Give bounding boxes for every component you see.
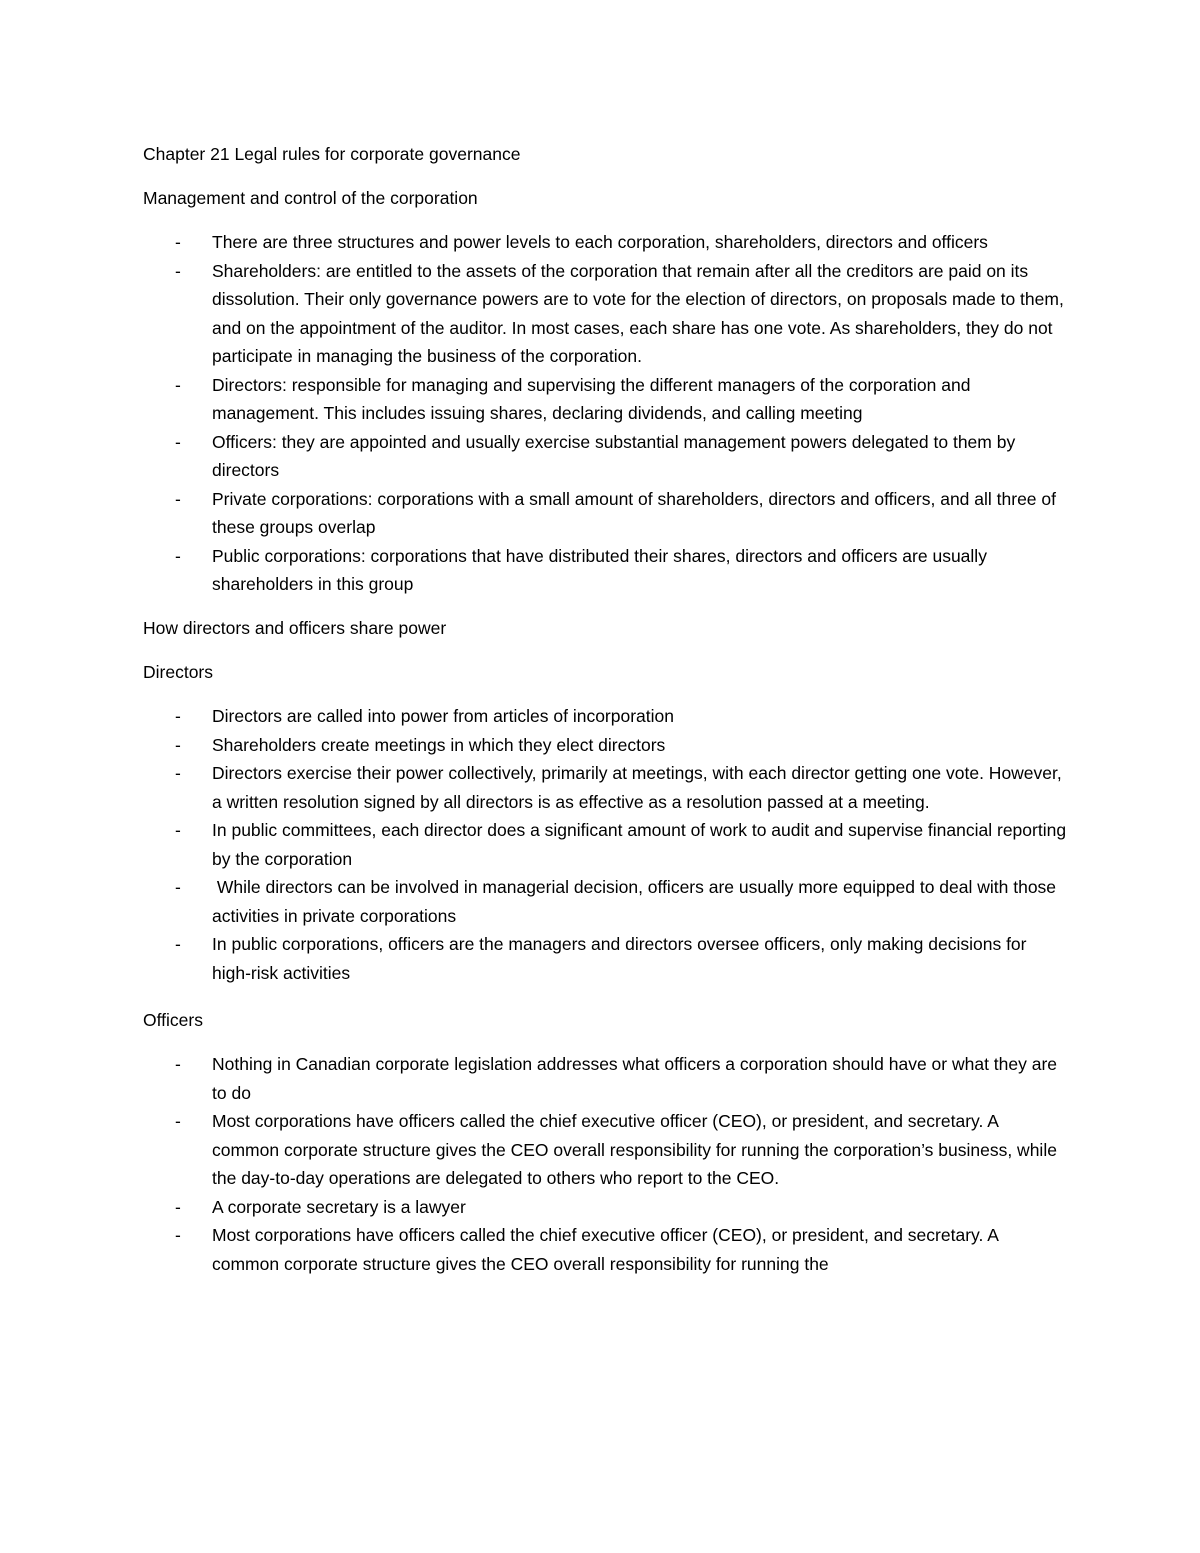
dash-bullet: - <box>175 706 181 726</box>
list-item-text: Private corporations: corporations with a small amount of shareholders, directors and officers, and all three of these groups overlap <box>212 488 1056 537</box>
list-item-text: In public committees, each director does a significant amount of work to audit and supervise financial reporting by the corporation <box>212 820 1067 869</box>
list-item <box>143 816 1068 873</box>
dash-bullet: - <box>175 260 181 281</box>
list-item-text: Public corporations: corporations that have distributed their shares, directors and officers are usually shareholders in this group <box>212 545 987 594</box>
list-item <box>143 930 1068 987</box>
list-item <box>143 1107 1068 1193</box>
list-item <box>143 428 1068 485</box>
dash-bullet: - <box>175 1111 181 1131</box>
directors-list <box>143 702 1068 987</box>
management-list <box>143 228 1068 599</box>
document-page <box>143 140 1068 1294</box>
list-item <box>143 759 1068 816</box>
document-title: Chapter 21 Legal rules for corporate governance <box>143 144 521 164</box>
dash-bullet: - <box>175 1054 181 1074</box>
dash-bullet: - <box>175 1196 181 1217</box>
list-item-text: Most corporations have officers called the chief executive officer (CEO), or president, and secretary. A common corporate structure gives the CEO overall responsibility for running the <box>212 1225 998 1274</box>
list-item-text: Shareholders create meetings in which they elect directors <box>212 734 666 755</box>
list-item <box>143 702 1068 731</box>
list-item <box>143 1050 1068 1107</box>
list-item-text: A corporate secretary is a lawyer <box>212 1196 466 1217</box>
list-item <box>143 1221 1068 1278</box>
list-item-text: Nothing in Canadian corporate legislation addresses what officers a corporation should have or what they are to do <box>212 1054 1058 1103</box>
list-item-text: Directors exercise their power collectively, primarily at meetings, with each director getting one vote. However, a written resolution signed by all directors is as effective as a resolution passed at a meeting. <box>212 763 1062 812</box>
list-item-text: In public corporations, officers are the managers and directors oversee officers, only making decisions for high-risk activities <box>212 934 1027 983</box>
dash-bullet: - <box>175 374 181 395</box>
dash-bullet: - <box>175 1225 181 1245</box>
list-item <box>143 485 1068 542</box>
list-item-text: Directors: responsible for managing and supervising the different managers of the corporation and management. This includes issuing shares, declaring dividends, and calling meeting <box>212 374 971 423</box>
subheading-officers: Officers <box>143 1010 203 1030</box>
list-item-text: Officers: they are appointed and usually exercise substantial management powers delegated to them by directors <box>212 431 1016 480</box>
dash-bullet: - <box>175 431 181 452</box>
list-item <box>143 371 1068 428</box>
list-item <box>143 228 1068 257</box>
list-item-text: Most corporations have officers called the chief executive officer (CEO), or president, and secretary. A common corporate structure gives the CEO overall responsibility for running the corporation’s business, while the day-to-day operations are delegated to others who report to the CEO. <box>212 1111 1057 1188</box>
section-heading-management: Management and control of the corporation <box>143 188 478 208</box>
list-item <box>143 257 1068 371</box>
dash-bullet: - <box>175 488 181 509</box>
dash-bullet: - <box>175 934 181 954</box>
list-item-text: Shareholders: are entitled to the assets of the corporation that remain after all the creditors are paid on its dissolution. Their only governance powers are to vote for the election of directors, on proposals made to them, and on the appointment of the auditor. In most cases, each share has one vote. As shareholders, they do not participate in managing the business of the corporation. <box>212 260 1064 366</box>
dash-bullet: - <box>175 232 181 252</box>
dash-bullet: - <box>175 734 181 755</box>
list-item-text: Directors are called into power from articles of incorporation <box>212 706 674 726</box>
officers-list <box>143 1050 1068 1278</box>
list-item <box>143 1193 1068 1222</box>
list-item-text: While directors can be involved in managerial decision, officers are usually more equipped to deal with those activities in private corporations <box>212 877 1061 926</box>
subheading-directors: Directors <box>143 662 214 682</box>
list-item-text: There are three structures and power levels to each corporation, shareholders, directors and officers <box>212 232 988 252</box>
dash-bullet: - <box>175 820 181 840</box>
list-item <box>143 873 1068 930</box>
section-heading-share-power: How directors and officers share power <box>143 618 447 638</box>
dash-bullet: - <box>175 763 181 783</box>
dash-bullet: - <box>175 877 181 897</box>
list-item <box>143 542 1068 599</box>
list-item <box>143 731 1068 760</box>
dash-bullet: - <box>175 545 181 566</box>
